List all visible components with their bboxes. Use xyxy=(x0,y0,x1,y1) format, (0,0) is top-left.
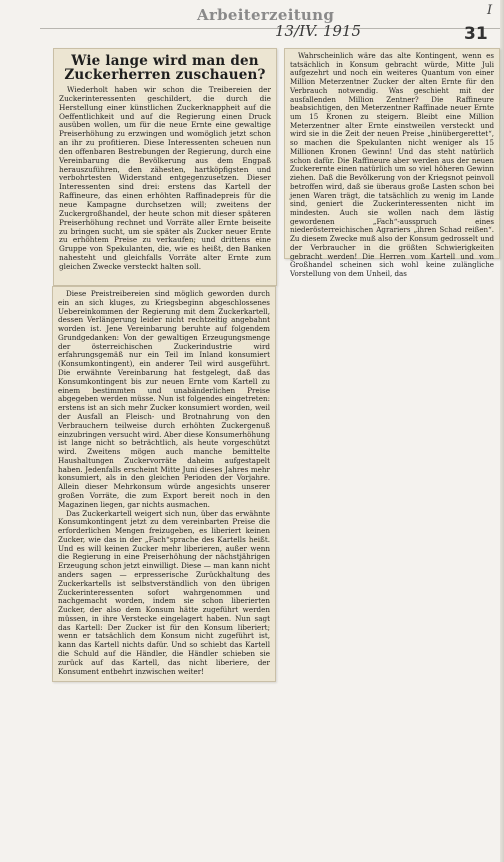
page-edge xyxy=(500,0,504,862)
masthead: Arbeiterzeitung xyxy=(197,6,335,24)
column-3-text xyxy=(58,290,270,676)
paragraph: Das Zuckerkartell weigert sich nun, über das erwähnte Konsumkontingent jetzt zu dem vereinbarten Preise die erforderlichen Mengen freizugeben, es liberiert keinen Zucker, wie das in der „Fach“sprache des Kartells heißt. Und es will keinen Zucker mehr liberieren, außer wenn die Regierung in eine Preiserhöhung der nächstjährigen Erzeugung schon jetzt einwilligt. Diese — man kann nicht anders sagen — erpresserische Zurückhaltung des Zuckerkartells ist selbstverständlich von den übrigen Zuckerinteressenten sofort wahrgenommen und nachgemacht worden, indem sie schon liberierten Zucker, der also dem Konsum hätte zugeführt werden müssen, in ihre Verstecke eingelagert haben. Nun sagt das Kartell: Der Zucker ist für den Konsum liberiert; wenn er tatsächlich dem Konsum nicht zugeführt ist, kann das Kartell nichts dafür. Und so schiebt das Kartell die Schuld auf die Händler, die Händler schieben sie zurück auf das Kartell, das nicht liberiere, der Konsument entbehrt inzwischen weiter! xyxy=(58,508,270,676)
paragraph: Wiederholt haben wir schon die Treibereien der Zuckerinteressenten geschildert, die durch die Herstellung einer künstlichen Zuckerknappheit auf die Oeffentlichkeit und auf die Regierung einen Druck ausüben wollen, um für die neue Ernte eine gewaltige Preiserhöhung zu erzwingen und womöglich jetzt schon an ihr zu profitieren. Diese Interessenten scheuen nun den offenbaren Bestrebungen der Regierung, durch eine Vereinbarung die Bevölkerung aus dem Engpaß herauszuführen, den zähesten, hartköpfigsten und verbohrtesten Widerstand entgegenzusetzen. Dieser Interessenten sind drei: erstens das Kartell der Raffineure, das einen erhöhten Raffinadepreis für die neue Kampagne durchsetzen will; zweitens der Zuckergroßhandel, der heute schon mit dieser späteren Preiserhöhung rechnet und Vorräte aller Ernte beiseite zu bringen sucht, um sie später als Zucker neuer Ernte zu erhöhtem Preise zu verkaufen; und drittens eine Gruppe von Spekulanten, die, wie es heißt, den Banken nahesteht und gleichfalls Vorräte alter Ernte zum gleichen Zwecke versteckt halten soll. xyxy=(59,85,271,271)
page-number: 31 xyxy=(464,24,488,44)
paragraph: Diese Preistreibereien sind möglich geworden durch ein an sich kluges, zu Kriegsbeginn abgeschlossenes Uebereinkommen der Regierung mit dem Zuckerkartell, dessen Verlängerung leider nicht rechtzeitig angebahnt worden ist. Jene Vereinbarung beruhte auf folgendem Grundgedanken: Von der gewaltigen Erzeugungsmenge der österreichischen Zuckerindustrie wird erfahrungsgemäß nur ein Teil im Inland konsumiert (Konsumkontingent), ein anderer Teil wird ausgeführt. Die erwähnte Vereinbarung hat festgelegt, daß das Konsumkontingent bis zur neuen Ernte vom Kartell zu einem bestimmten und unabänderlichen Preise abgegeben werden müsse. Nun ist folgendes eingetreten: erstens ist an sich mehr Zucker konsumiert worden, weil der Ausfall an Fleisch- und Brotnahrung von den Verbrauchern teilweise durch erhöhten Zuckergenuß einzubringen versucht wird. Aber diese Konsumerhöhung ist lange nicht so beträchtlich, als heute vorgeschützt wird. Zweitens mögen auch manche bemittelte Haushaltungen Zuckervorräte daheim aufgestapelt haben. Jedenfalls erscheint Mitte Juni dieses Jahres mehr konsumiert, als in den gleichen Perioden der Vorjahre. Allein dieser Mehrkonsum würde angesichts unserer großen Vorräte, die zum Export bereit noch in den Magazinen liegen, gar nichts ausmachen. xyxy=(58,289,270,509)
column-1-text xyxy=(59,86,271,272)
clipping-headline-column xyxy=(53,48,277,286)
article-headline xyxy=(59,54,271,82)
column-2-text xyxy=(290,52,494,279)
clipping-right-column xyxy=(284,48,500,278)
headline-line-1: Wie lange wird man den xyxy=(71,53,259,69)
masthead-rule xyxy=(40,28,500,29)
handwritten-date: 13/IV. 1915 xyxy=(275,22,361,40)
clipping-lower-column xyxy=(52,286,276,682)
paragraph: Wahrscheinlich wäre das alte Kontingent, wenn es tatsächlich in Konsum gebracht würde, Mitte Juli aufgezehrt und noch ein weiteres Quantum von einer Million Meterzentner Zucker der alten Ernte für den Verbrauch notwendig. Was geschieht mit der ausfallenden Million Zentner? Die Raffineure beabsichtigen, den Meterzentner Raffinade neuer Ernte um 15 Kronen zu steigern. Bleibt eine Million Meterzentner alter Ernte einstweilen versteckt und wird sie in die Zeit der neuen Preise „hinübergerettet“, so machen die Spekulanten nicht weniger als 15 Millionen Kronen Gewinn! Und das steht natürlich schon dafür. Die Raffineure aber werden aus der neuen Zuckerernte einen natürlich um so viel höheren Gewinn ziehen. Daß die Bevölkerung von der Kriegsnot peinvoll betroffen wird, daß sie überaus große Lasten schon bei jenen Waren trägt, die tatsächlich zu wenig im Lande sind, geniert die Zuckerinteressenten nicht im mindesten. Auch sie wollen nach dem lästig gewordenen „Fach“-ausspruch eines niederösterreichischen Agrariers „ihren Schad reißen“. Zu diesem Zwecke muß also der Konsum gedrosselt und der Verbraucher in die größten Schwierigkeiten gebracht werden! Die Herren vom Kartell und vom Großhandel scheinen sich wohl keine zulängliche Vorstellung von dem Unheil, das xyxy=(290,51,494,278)
headline-line-2: Zuckerherren zuschauen? xyxy=(64,67,266,83)
corner-mark: I xyxy=(487,3,493,18)
